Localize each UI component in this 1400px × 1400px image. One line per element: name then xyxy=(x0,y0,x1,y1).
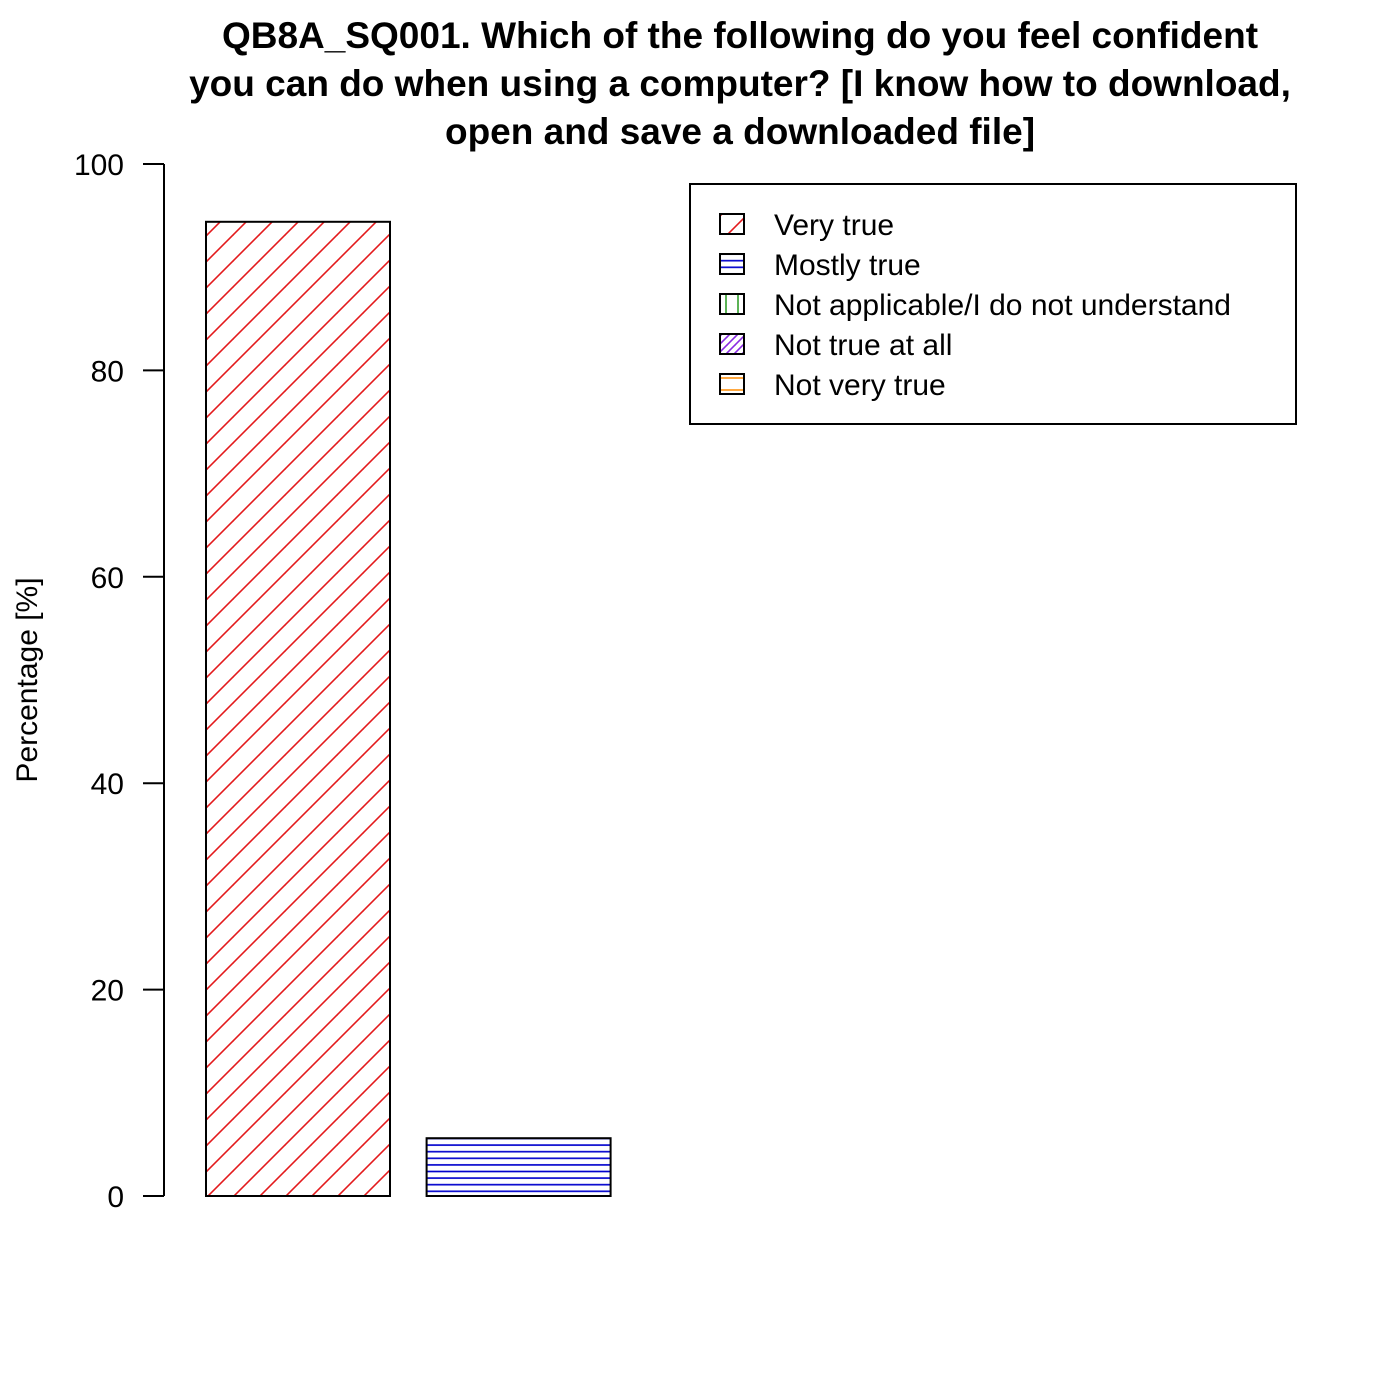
y-tick-label: 0 xyxy=(107,1181,124,1214)
y-tick-label: 40 xyxy=(90,768,124,802)
chart-title-line-1: QB8A_SQ001. Which of the following do you feel confident xyxy=(221,15,1259,56)
y-tick-label: 60 xyxy=(90,561,124,595)
chart-title-line-3: open and save a downloaded file] xyxy=(444,111,1036,152)
legend xyxy=(690,184,1296,424)
legend-key xyxy=(720,214,744,234)
legend-key xyxy=(720,374,744,394)
y-tick-label: 80 xyxy=(90,355,124,389)
chart-title-line-2: you can do when using a computer? [I know how to download, xyxy=(189,63,1291,104)
bar-very-true xyxy=(206,222,390,1196)
legend-key xyxy=(720,294,744,314)
y-axis-label: Percentage [%] xyxy=(11,577,44,783)
bar-mostly-true xyxy=(427,1138,611,1196)
legend-label: Not applicable/I do not understand xyxy=(774,289,1231,322)
legend-key xyxy=(720,254,744,274)
legend-label: Mostly true xyxy=(774,249,921,282)
legend-label: Very true xyxy=(774,209,895,242)
y-tick-label: 100 xyxy=(73,149,124,182)
legend-key xyxy=(720,334,744,354)
y-tick-label: 20 xyxy=(90,974,124,1008)
legend-label: Not very true xyxy=(774,369,946,402)
legend-label: Not true at all xyxy=(774,329,953,362)
